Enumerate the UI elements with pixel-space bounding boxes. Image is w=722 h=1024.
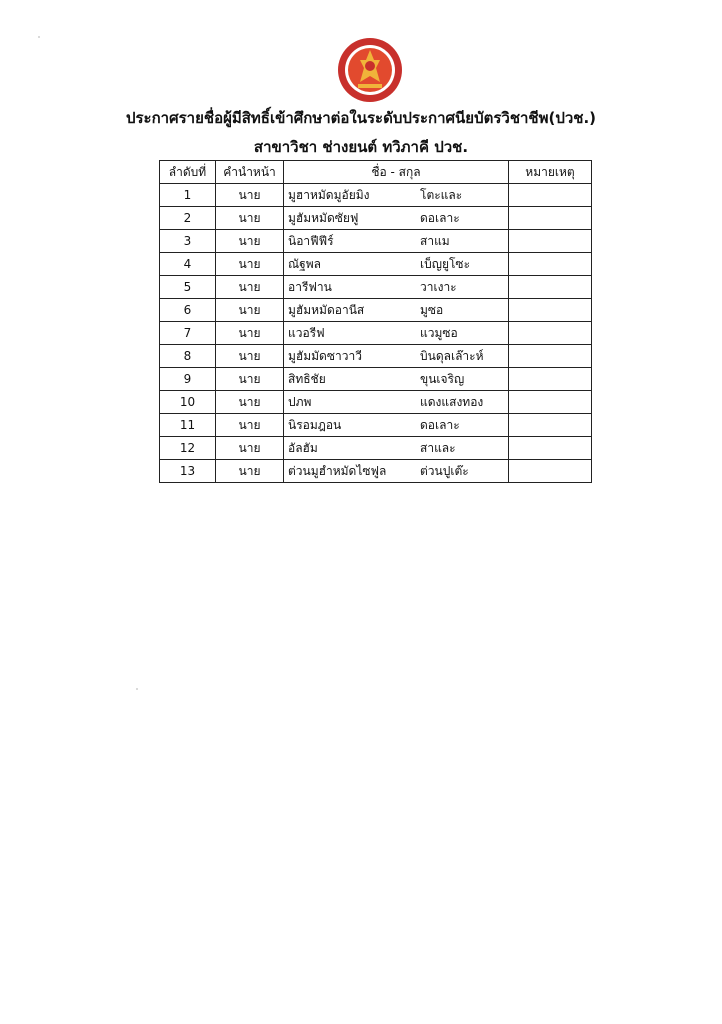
row-number: 4 bbox=[160, 253, 216, 276]
row-remark bbox=[509, 322, 592, 345]
last-name: เบ็ญยูโซะ bbox=[420, 257, 471, 271]
row-number: 10 bbox=[160, 391, 216, 414]
table-row bbox=[160, 391, 592, 414]
announcement-title: ประกาศรายชื่อผู้มีสิทธิ์เข้าศึกษาต่อในระดับประกาศนียบัตรวิชาชีพ(ปวช.) bbox=[125, 109, 597, 127]
last-name: ดอเลาะ bbox=[420, 418, 460, 432]
row-remark bbox=[509, 276, 592, 299]
table-row bbox=[160, 368, 592, 391]
row-name-cell bbox=[284, 391, 509, 414]
row-remark bbox=[509, 437, 592, 460]
row-number: 7 bbox=[160, 322, 216, 345]
row-number: 6 bbox=[160, 299, 216, 322]
scan-speck bbox=[136, 688, 138, 690]
table-row bbox=[160, 460, 592, 483]
row-name-cell bbox=[284, 230, 509, 253]
row-number: 11 bbox=[160, 414, 216, 437]
seal-base bbox=[358, 84, 382, 88]
table-row bbox=[160, 299, 592, 322]
first-name: นิรอมฎอน bbox=[288, 418, 342, 432]
first-name: มูฮัมมัดซาวาวี bbox=[288, 349, 362, 363]
last-name: ดอเลาะ bbox=[420, 211, 460, 225]
last-name: โตะและ bbox=[420, 188, 463, 202]
scan-speck bbox=[38, 36, 40, 38]
row-remark bbox=[509, 184, 592, 207]
row-remark bbox=[509, 414, 592, 437]
first-name: แวอรีฟ bbox=[288, 326, 325, 340]
table-row bbox=[160, 437, 592, 460]
row-number: 8 bbox=[160, 345, 216, 368]
row-name-cell bbox=[284, 276, 509, 299]
row-name-cell bbox=[284, 345, 509, 368]
first-name: อารีฟาน bbox=[288, 280, 332, 294]
department-subtitle: สาขาวิชา ช่างยนต์ ทวิภาคี ปวช. bbox=[253, 138, 469, 156]
college-seal-logo bbox=[336, 36, 404, 104]
last-name: แดงแสงทอง bbox=[420, 395, 484, 409]
row-prefix: นาย bbox=[216, 460, 284, 483]
last-name: ขุนเจริญ bbox=[420, 372, 465, 386]
row-prefix: นาย bbox=[216, 207, 284, 230]
row-remark bbox=[509, 207, 592, 230]
first-name: อัลฮัม bbox=[288, 441, 318, 455]
table-row bbox=[160, 345, 592, 368]
row-number: 1 bbox=[160, 184, 216, 207]
row-number: 12 bbox=[160, 437, 216, 460]
row-number: 5 bbox=[160, 276, 216, 299]
row-remark bbox=[509, 368, 592, 391]
last-name: มูซอ bbox=[420, 303, 444, 317]
row-prefix: นาย bbox=[216, 184, 284, 207]
last-name: สาแม bbox=[420, 234, 450, 248]
first-name: ต่วนมูฮำหมัดไซฟูล bbox=[288, 464, 387, 478]
row-remark bbox=[509, 299, 592, 322]
row-name-cell bbox=[284, 184, 509, 207]
last-name: ต่วนปูเต๊ะ bbox=[420, 464, 469, 478]
last-name: แวมูซอ bbox=[420, 326, 458, 340]
row-prefix: นาย bbox=[216, 253, 284, 276]
column-header-prefix: คำนำหน้า bbox=[216, 161, 284, 184]
admitted-students-table bbox=[159, 160, 592, 483]
row-number: 9 bbox=[160, 368, 216, 391]
row-name-cell bbox=[284, 322, 509, 345]
row-name-cell bbox=[284, 299, 509, 322]
last-name: สาและ bbox=[420, 441, 456, 455]
first-name: ปภพ bbox=[288, 395, 312, 409]
seal-figure-head bbox=[365, 61, 375, 71]
row-prefix: นาย bbox=[216, 299, 284, 322]
row-name-cell bbox=[284, 207, 509, 230]
row-remark bbox=[509, 345, 592, 368]
row-name-cell bbox=[284, 437, 509, 460]
table-header-row bbox=[160, 161, 592, 184]
row-prefix: นาย bbox=[216, 345, 284, 368]
table-row bbox=[160, 414, 592, 437]
table-row bbox=[160, 253, 592, 276]
first-name: มูฮัมหมัดซัยฟู bbox=[288, 211, 359, 225]
row-prefix: นาย bbox=[216, 414, 284, 437]
row-number: 2 bbox=[160, 207, 216, 230]
first-name: ณัฐพล bbox=[288, 257, 322, 271]
column-header-name: ชื่อ - สกุล bbox=[284, 161, 509, 184]
row-prefix: นาย bbox=[216, 368, 284, 391]
row-number: 3 bbox=[160, 230, 216, 253]
row-number: 13 bbox=[160, 460, 216, 483]
last-name: บินดุลเล๊าะห์ bbox=[420, 349, 484, 363]
table-row bbox=[160, 276, 592, 299]
row-prefix: นาย bbox=[216, 276, 284, 299]
table-row bbox=[160, 322, 592, 345]
row-prefix: นาย bbox=[216, 437, 284, 460]
table-row bbox=[160, 207, 592, 230]
first-name: นิอาฟีฟีร์ bbox=[288, 234, 334, 248]
row-prefix: นาย bbox=[216, 322, 284, 345]
row-name-cell bbox=[284, 460, 509, 483]
row-prefix: นาย bbox=[216, 230, 284, 253]
last-name: วาเงาะ bbox=[420, 280, 457, 294]
column-header-remark: หมายเหตุ bbox=[509, 161, 592, 184]
row-name-cell bbox=[284, 414, 509, 437]
row-remark bbox=[509, 460, 592, 483]
first-name: มูฮาหมัดมูอัยมิง bbox=[288, 188, 370, 202]
row-prefix: นาย bbox=[216, 391, 284, 414]
table-row bbox=[160, 230, 592, 253]
row-name-cell bbox=[284, 253, 509, 276]
row-remark bbox=[509, 253, 592, 276]
row-remark bbox=[509, 230, 592, 253]
first-name: สิทธิชัย bbox=[288, 372, 326, 386]
column-header-no: ลำดับที่ bbox=[160, 161, 216, 184]
row-name-cell bbox=[284, 368, 509, 391]
table-row bbox=[160, 184, 592, 207]
row-remark bbox=[509, 391, 592, 414]
first-name: มูฮัมหมัดอานีส bbox=[288, 303, 365, 317]
